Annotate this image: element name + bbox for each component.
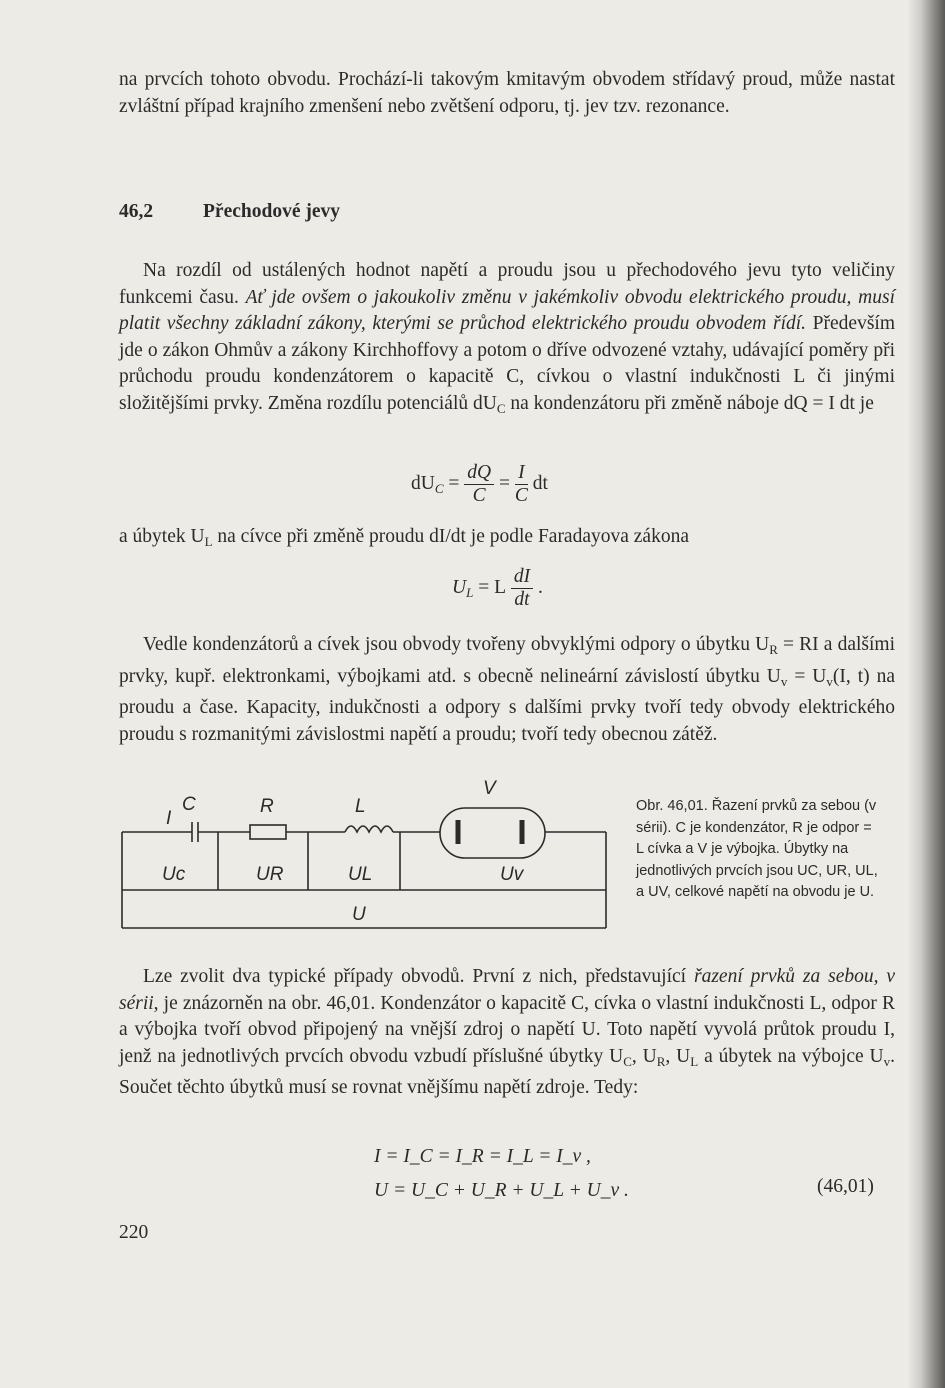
paragraph-series-circuit: Lze zvolit dva typické případy obvodů. První z nich, představující řazení prvků za sebou, v sérii, je znázorněn na obr. 46,01. Kondenzátor o kapacitě C, cívka o vlastní indukčnosti L, odpor R a výbojka tvoří obvod připojený na vnější zdroj o napětí U. Toto napětí vyvolá průtok proudu I, jenž na jednotlivých prvcích obvodu vzbudí příslušné úbytky $U_C$, $U_R$, $U_L$ a úbytek na výbojce $U_v$. Součet těchto úbytků musí se rovnat vnějšímu napětí zdroje. Tedy: <box>119 966 896 1099</box>
label-voltage-Ur: UR <box>256 864 284 885</box>
equation-voltage-line: U = U_C + U_R + U_L + U_v . <box>374 1180 629 1201</box>
equation-capacitor: $dU_C$ = $\frac{dQ}{C}$ = $\frac{I}{C}$ dt <box>411 462 548 506</box>
label-voltage-Ul: UL <box>348 864 373 885</box>
page-number: 220 <box>119 1222 149 1243</box>
page-edge-shadow <box>907 0 945 1388</box>
equation-series-sum <box>374 1140 629 1208</box>
label-voltage-U: U <box>352 904 366 925</box>
section-number: 46,2 <box>119 201 154 222</box>
label-voltage-Uc: Uc <box>162 864 186 885</box>
series-circuit-diagram <box>110 770 630 940</box>
equation-current-line: I = I_C = I_R = I_L = I_v , <box>374 1146 591 1167</box>
label-tube-V: V <box>483 778 496 799</box>
paragraph-inductor: a úbytek $U_L$ na cívce při změně proudu dI/dt je podle Faradayova zákona <box>119 526 689 549</box>
paragraph-transient-intro: Na rozdíl od ustálených hodnot napětí a proudu jsou u přechodového jevu tyto veličiny funkcemi času. Ať jde ovšem o jakoukoliv změnu v jakémkoliv obvodu elektrického proudu, musí platit všechny základní zákony, kterými se průchod elektrického proudu obvodem řídí. Především jde o zákon Ohmův a zákony Kirchhoffovy a potom o dříve odvozené vztahy, udávající poměry při průchodu proudu kondenzátorem o kapacitě C, cívkou o vlastní indukčnosti L či jinými složitějšími prvky. Změna rozdílu potenciálů $dU_C$ na kondenzátoru při změně náboje dQ = I dt je <box>119 260 895 416</box>
label-capacitor-C: C <box>182 794 196 815</box>
label-voltage-Uv: Uv <box>500 864 524 885</box>
figure-caption: Obr. 46,01. Řazení prvků za sebou (v sérii). C je kondenzátor, R je odpor = L cívka a V je výbojka. Úbytky na jednotlivých prvcích jsou UC, UR, UL, a UV, celkové napětí na obvodu je U. <box>636 798 878 900</box>
label-current-I: I <box>166 808 172 829</box>
label-resistor-R: R <box>260 796 274 817</box>
equation-inductor: $U_L = L$ $\frac{dI}{dt}$ . <box>452 566 543 610</box>
intro-paragraph: na prvcích tohoto obvodu. Prochází-li takovým kmitavým obvodem střídavý proud, může nastat zvláštní případ krajního zmenšení nebo zvětšení odporu, tj. jev tzv. rezonance. <box>119 69 895 117</box>
paragraph-load: Vedle kondenzátorů a cívek jsou obvody tvořeny obvyklými odpory o úbytku $U_R$ = RI a dalšími prvky, kupř. elektronkami, výbojkami atd. s obecně nelineární závislostí úbytku $U_v = U_v(I$, t) na proudu a čase. Kapacity, indukčnosti a odpory s dalšími prvky tvoří tedy obvody elektrického proudu s rozmanitými závislostmi napětí a proudu; tvoří tedy obecnou zátěž. <box>119 634 895 745</box>
label-inductor-L: L <box>355 796 366 817</box>
section-title: Přechodové jevy <box>203 201 340 222</box>
equation-number: (46,01) <box>817 1176 874 1197</box>
